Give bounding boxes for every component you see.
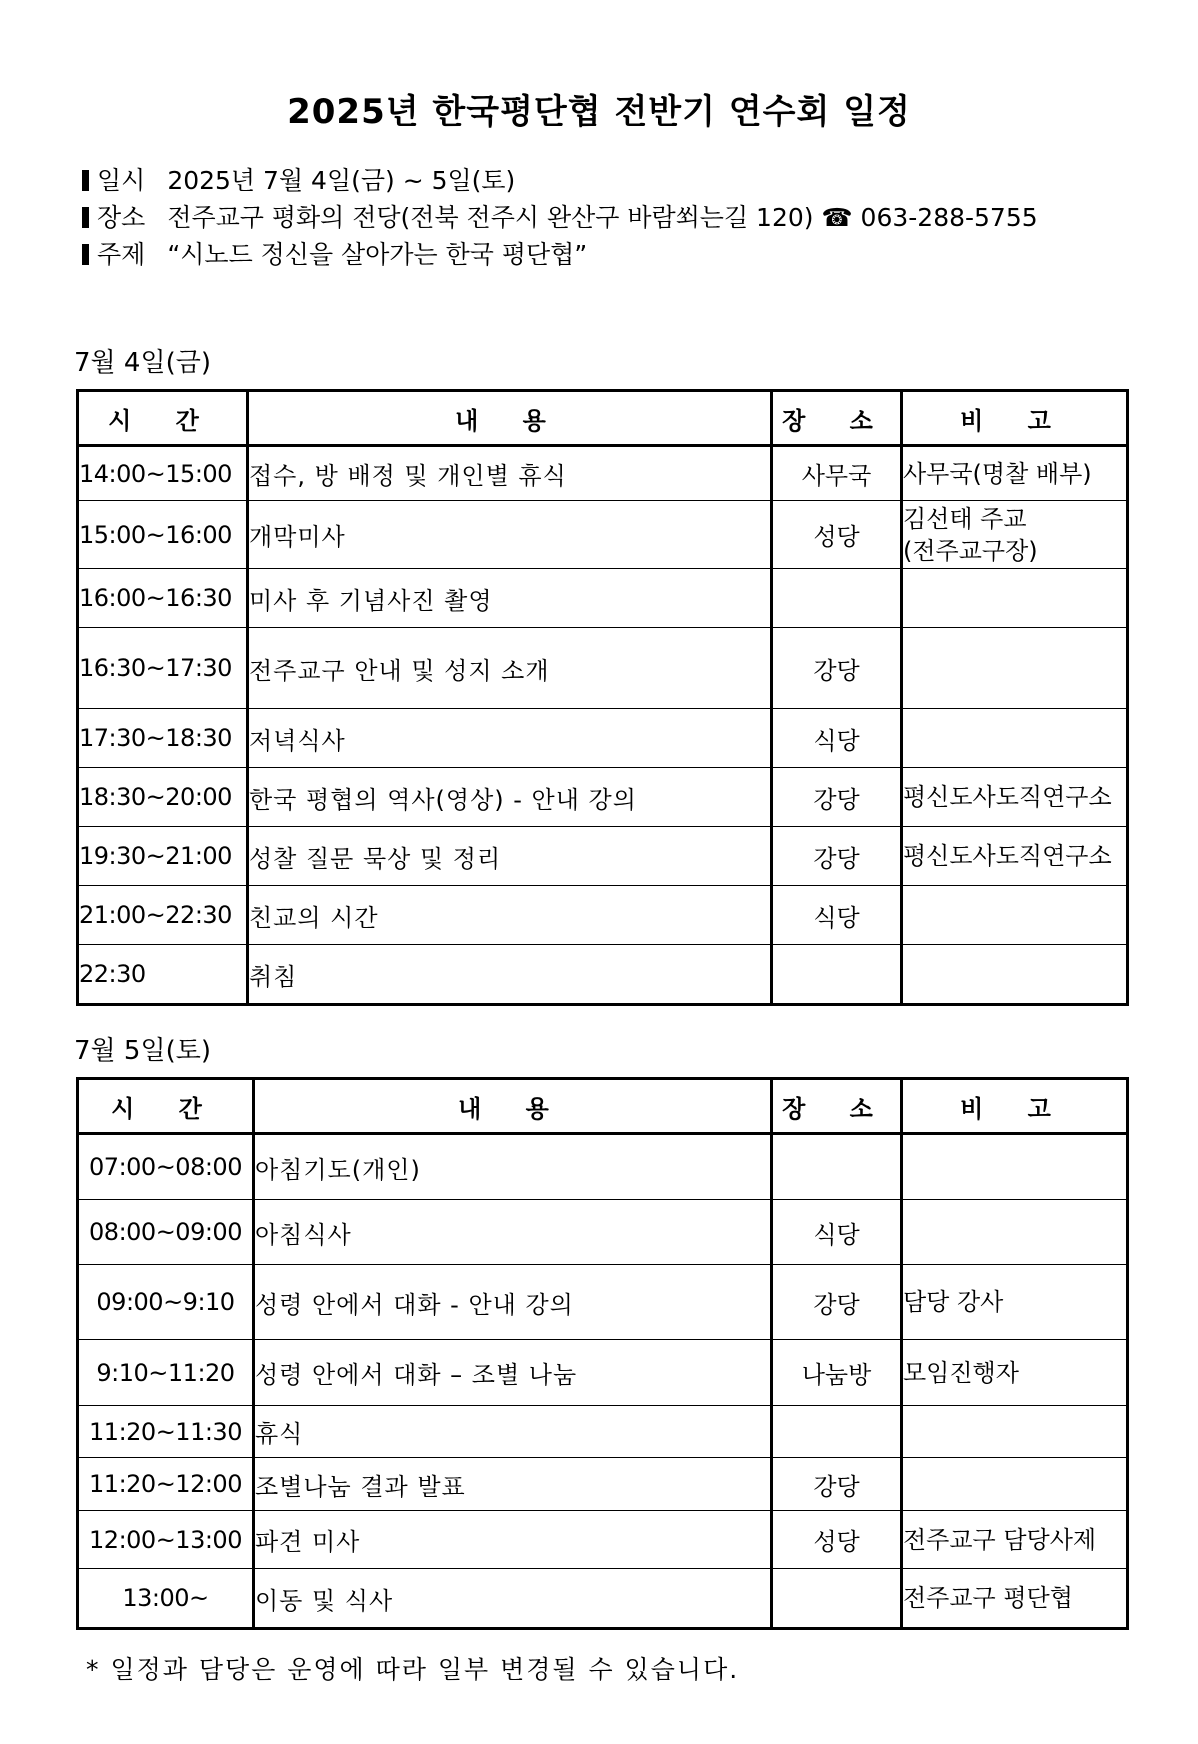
info-theme [82, 240, 587, 270]
table-row [78, 1406, 1128, 1458]
content-cell: 이동 및 식사 [254, 1569, 772, 1629]
content-cell: 파견 미사 [254, 1511, 772, 1569]
time-cell: 22:30 [78, 945, 248, 1005]
content-cell: 아침식사 [254, 1200, 772, 1265]
info-value: 2025년 7월 4일(금) ~ 5일(토) [167, 166, 516, 195]
content-cell: 저녁식사 [248, 709, 772, 768]
info-place [82, 203, 1038, 233]
content-cell: 전주교구 안내 및 성지 소개 [248, 628, 772, 709]
table-row [78, 945, 1128, 1005]
table-row [78, 501, 1128, 569]
note-cell [902, 628, 1128, 709]
table-row [78, 827, 1128, 886]
place-cell [772, 945, 902, 1005]
note-cell [902, 1458, 1128, 1511]
table-row [78, 768, 1128, 827]
note-cell: 담당 강사 [902, 1265, 1128, 1340]
note-cell [902, 569, 1128, 628]
table-row [78, 1134, 1128, 1200]
content-cell: 조별나눔 결과 발표 [254, 1458, 772, 1511]
bullet-mark [82, 207, 89, 228]
info-label: 주제 [97, 240, 146, 269]
note-cell: 전주교구 평단협 [902, 1569, 1128, 1629]
content-cell: 미사 후 기념사진 촬영 [248, 569, 772, 628]
note-cell: 사무국(명찰 배부) [902, 446, 1128, 501]
time-cell: 12:00~13:00 [78, 1511, 254, 1569]
content-cell: 휴식 [254, 1406, 772, 1458]
place-cell [772, 1134, 902, 1200]
place-cell: 강당 [772, 768, 902, 827]
table-row [78, 1511, 1128, 1569]
day2-schedule-table [76, 1077, 1129, 1630]
info-value: “시노드 정신을 살아가는 한국 평단협” [167, 240, 588, 269]
header-time: 시 간 [78, 391, 248, 446]
header-time: 시 간 [78, 1079, 254, 1134]
place-cell: 식당 [772, 709, 902, 768]
place-cell: 강당 [772, 1458, 902, 1511]
note-cell [902, 709, 1128, 768]
header-content: 내 용 [248, 391, 772, 446]
time-cell: 11:20~12:00 [78, 1458, 254, 1511]
content-cell: 개막미사 [248, 501, 772, 569]
note-cell [902, 1200, 1128, 1265]
note-cell: 모임진행자 [902, 1340, 1128, 1406]
note-cell [902, 945, 1128, 1005]
content-cell: 아침기도(개인) [254, 1134, 772, 1200]
note-cell: 전주교구 담당사제 [902, 1511, 1128, 1569]
note-cell [902, 1406, 1128, 1458]
day1-schedule-table [76, 389, 1129, 1006]
note-cell [902, 886, 1128, 945]
note-cell: 평신도사도직연구소 [902, 768, 1128, 827]
day2-heading: 7월 5일(토) [74, 1036, 211, 1066]
content-cell: 취침 [248, 945, 772, 1005]
time-cell: 13:00~ [78, 1569, 254, 1629]
place-cell: 나눔방 [772, 1340, 902, 1406]
info-date [82, 166, 515, 196]
place-cell: 강당 [772, 1265, 902, 1340]
table-row [78, 628, 1128, 709]
place-cell [772, 569, 902, 628]
place-cell: 식당 [772, 886, 902, 945]
time-cell: 9:10~11:20 [78, 1340, 254, 1406]
content-cell: 친교의 시간 [248, 886, 772, 945]
table-row [78, 1340, 1128, 1406]
bullet-mark [82, 244, 89, 265]
table-row [78, 1458, 1128, 1511]
content-cell: 성령 안에서 대화 - 안내 강의 [254, 1265, 772, 1340]
table-row [78, 886, 1128, 945]
table-row [78, 1265, 1128, 1340]
header-note: 비 고 [902, 1079, 1128, 1134]
time-cell: 14:00~15:00 [78, 446, 248, 501]
content-cell: 한국 평협의 역사(영상) - 안내 강의 [248, 768, 772, 827]
place-cell [772, 1569, 902, 1629]
table-row [78, 1200, 1128, 1265]
place-cell: 사무국 [772, 446, 902, 501]
table-row [78, 446, 1128, 501]
page-title: 2025년 한국평단협 전반기 연수회 일정 [287, 92, 911, 132]
table-row [78, 1569, 1128, 1629]
info-label: 일시 [97, 166, 146, 195]
header-place: 장 소 [772, 391, 902, 446]
note-cell [902, 1134, 1128, 1200]
place-cell: 강당 [772, 628, 902, 709]
place-cell: 식당 [772, 1200, 902, 1265]
table-row [78, 569, 1128, 628]
footnote: * 일정과 담당은 운영에 따라 일부 변경될 수 있습니다. [86, 1655, 740, 1684]
time-cell: 21:00~22:30 [78, 886, 248, 945]
time-cell: 15:00~16:00 [78, 501, 248, 569]
content-cell: 접수, 방 배정 및 개인별 휴식 [248, 446, 772, 501]
time-cell: 08:00~09:00 [78, 1200, 254, 1265]
note-cell: 평신도사도직연구소 [902, 827, 1128, 886]
header-content: 내 용 [254, 1079, 772, 1134]
info-value: 전주교구 평화의 전당(전북 전주시 완산구 바람쐬는길 120) ☎ 063-288-5755 [167, 203, 1038, 232]
table-header-row [78, 391, 1128, 446]
place-cell [772, 1406, 902, 1458]
content-cell: 성령 안에서 대화 – 조별 나눔 [254, 1340, 772, 1406]
content-cell: 성찰 질문 묵상 및 정리 [248, 827, 772, 886]
header-note: 비 고 [902, 391, 1128, 446]
table-row [78, 709, 1128, 768]
time-cell: 07:00~08:00 [78, 1134, 254, 1200]
bullet-mark [82, 170, 89, 191]
day1-heading: 7월 4일(금) [74, 348, 211, 378]
place-cell: 강당 [772, 827, 902, 886]
time-cell: 11:20~11:30 [78, 1406, 254, 1458]
info-label: 장소 [97, 203, 146, 232]
place-cell: 성당 [772, 1511, 902, 1569]
time-cell: 16:00~16:30 [78, 569, 248, 628]
place-cell: 성당 [772, 501, 902, 569]
table-header-row [78, 1079, 1128, 1134]
time-cell: 18:30~20:00 [78, 768, 248, 827]
note-line: (전주교구장) [903, 536, 1038, 565]
time-cell: 16:30~17:30 [78, 628, 248, 709]
time-cell: 17:30~18:30 [78, 709, 248, 768]
note-cell [902, 501, 1128, 569]
time-cell: 09:00~9:10 [78, 1265, 254, 1340]
time-cell: 19:30~21:00 [78, 827, 248, 886]
header-place: 장 소 [772, 1079, 902, 1134]
note-line: 김선태 주교 [903, 504, 1027, 533]
